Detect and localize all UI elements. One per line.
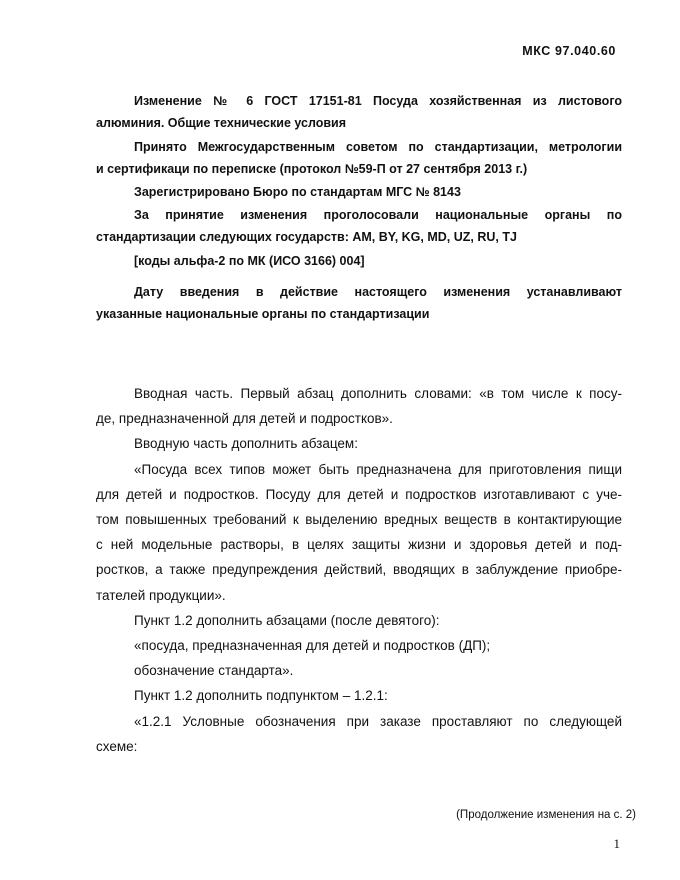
body-line: для детей и подростков. Посуду для детей и подростков изготавливают с уче- <box>96 486 622 502</box>
codes-line: [коды альфа-2 по МК (ИСО 3166) 004] <box>134 254 365 268</box>
body-line: Пункт 1.2 дополнить подпунктом – 1.2.1: <box>134 688 388 704</box>
body-line: де, предназначенной для детей и подростков». <box>96 411 393 427</box>
effective-line-1: Дату введения в действие настоящего изменения устанавливают <box>134 285 622 299</box>
amendment-line-2: алюминия. Общие технические условия <box>96 116 347 130</box>
body-line: обозначение стандарта». <box>134 663 294 679</box>
body-line: «посуда, предназначенная для детей и подростков (ДП); <box>134 638 491 654</box>
body-line: Вводная часть. Первый абзац дополнить словами: «в том числе к посу- <box>134 386 622 401</box>
registered-statement <box>96 181 622 203</box>
amendment-line-1: Изменение № 6 ГОСТ 17151-81 Посуда хозяйственная из листового <box>134 94 622 108</box>
adopted-line-2: и сертификаци по переписке (протокол №59-П от 27 сентября 2013 г.) <box>96 162 528 176</box>
body-line: Вводную часть дополнить абзацем: <box>134 436 358 452</box>
continuation-note: (Продолжение изменения на с. 2) <box>456 809 636 821</box>
body-line: тателей продукции». <box>96 587 226 603</box>
registered-line: Зарегистрировано Бюро по стандартам МГС № 8143 <box>134 185 461 199</box>
body-line: «Посуда всех типов может быть предназначена для приготовления пищи <box>134 461 622 477</box>
adopted-statement <box>96 136 622 180</box>
effective-line-2: указанные национальные органы по стандартизации <box>96 307 430 321</box>
mks-code: МКС 97.040.60 <box>522 44 616 58</box>
body-line: Пункт 1.2 дополнить абзацами (после девятого): <box>134 612 440 628</box>
codes-statement <box>96 250 622 272</box>
voted-statement <box>96 204 622 248</box>
amendment-title <box>96 90 622 134</box>
effective-statement <box>96 281 622 325</box>
body-line: «1.2.1 Условные обозначения при заказе проставляют по следующей <box>134 713 622 729</box>
body-line: ростков, а также предупреждения действий, вводящих в заблуждение приобре- <box>96 562 622 578</box>
amendment-body <box>96 381 622 759</box>
body-line: схеме: <box>96 738 138 754</box>
adopted-line-1: Принято Межгосударственным советом по стандартизации, метрологии <box>134 140 622 154</box>
page-number: 1 <box>613 836 620 851</box>
voted-line-1: За принятие изменения проголосовали национальные органы по <box>134 208 622 222</box>
body-line: с ней модельные растворы, в целях защиты жизни и здоровья детей и под- <box>96 537 622 553</box>
voted-line-2: стандартизации следующих государств: AM, BY, KG, MD, UZ, RU, TJ <box>96 230 517 244</box>
body-line: том повышенных требований к выделению вредных веществ в контактирующие <box>96 512 622 528</box>
